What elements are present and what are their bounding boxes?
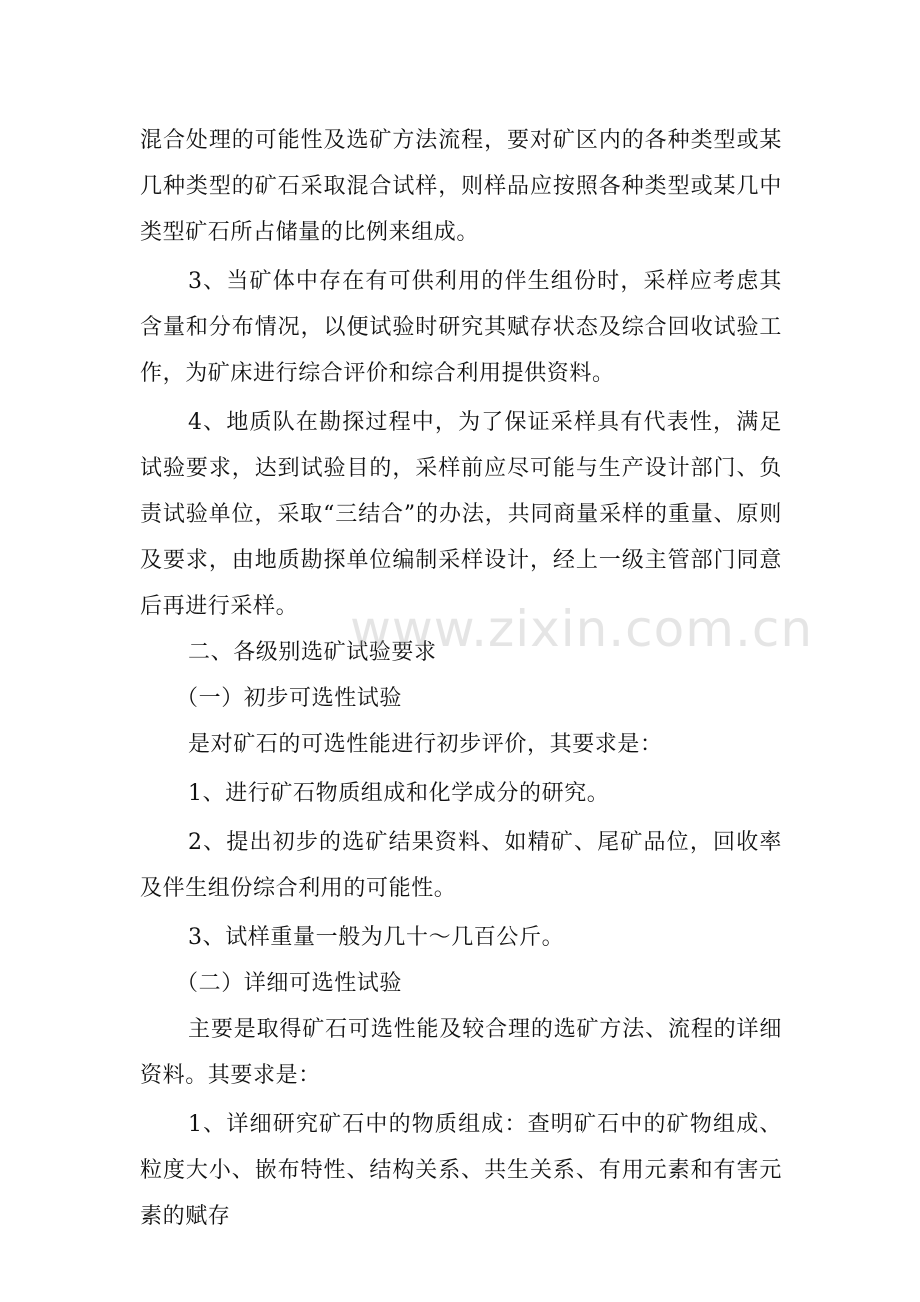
paragraph-intro-detailed: 主要是取得矿石可选性能及较合理的选矿方法、流程的详细资料。其要求是：: [140, 1017, 782, 1088]
paragraph-detailed-item-1: 1、详细研究矿石中的物质组成：查明矿石中的矿物组成、粒度大小、嵌布特性、结构关系、共生关系、有用元素和有害元素的赋存: [140, 1112, 782, 1229]
subsection-heading-detailed: （二）详细可选性试验: [176, 971, 403, 996]
section-heading: 二、各级别选矿试验要求: [188, 640, 437, 665]
subsection-heading-preliminary: （一）初步可选性试验: [176, 686, 403, 711]
paragraph-preliminary-item-2: 2、提出初步的选矿结果资料、如精矿、尾矿品位，回收率及伴生组份综合利用的可能性。: [140, 830, 782, 901]
paragraph-intro-preliminary: 是对矿石的可选性能进行初步评价，其要求是：: [188, 732, 663, 757]
paragraph-item-3: 3、当矿体中存在有可供利用的伴生组份时，采样应考虑其含量和分布情况，以便试验时研究其赋存状态及综合回收试验工作，为矿床进行综合评价和综合利用提供资料。: [140, 269, 782, 386]
paragraph-item-4: 4、地质队在勘探过程中，为了保证采样具有代表性，满足试验要求，达到试验目的，采样前应尽可能与生产设计部门、负责试验单位，采取“三结合”的办法，共同商量采样的重量、原则及要求，由地质勘探单位编制采样设计，经上一级主管部门同意后再进行采样。: [140, 410, 782, 619]
paragraph-preliminary-item-3: 3、试样重量一般为几十～几百公斤。: [188, 925, 565, 950]
paragraph-continuation: 混合处理的可能性及选矿方法流程，要对矿区内的各种类型或某几种类型的矿石采取混合试样，则样品应按照各种类型或某几中类型矿石所占储量的比例来组成。: [140, 128, 782, 245]
document-body: [140, 118, 782, 1240]
watermark: www.zixin.com.cn: [350, 600, 814, 658]
paragraph-preliminary-item-1: 1、进行矿石物质组成和化学成分的研究。: [188, 781, 610, 806]
